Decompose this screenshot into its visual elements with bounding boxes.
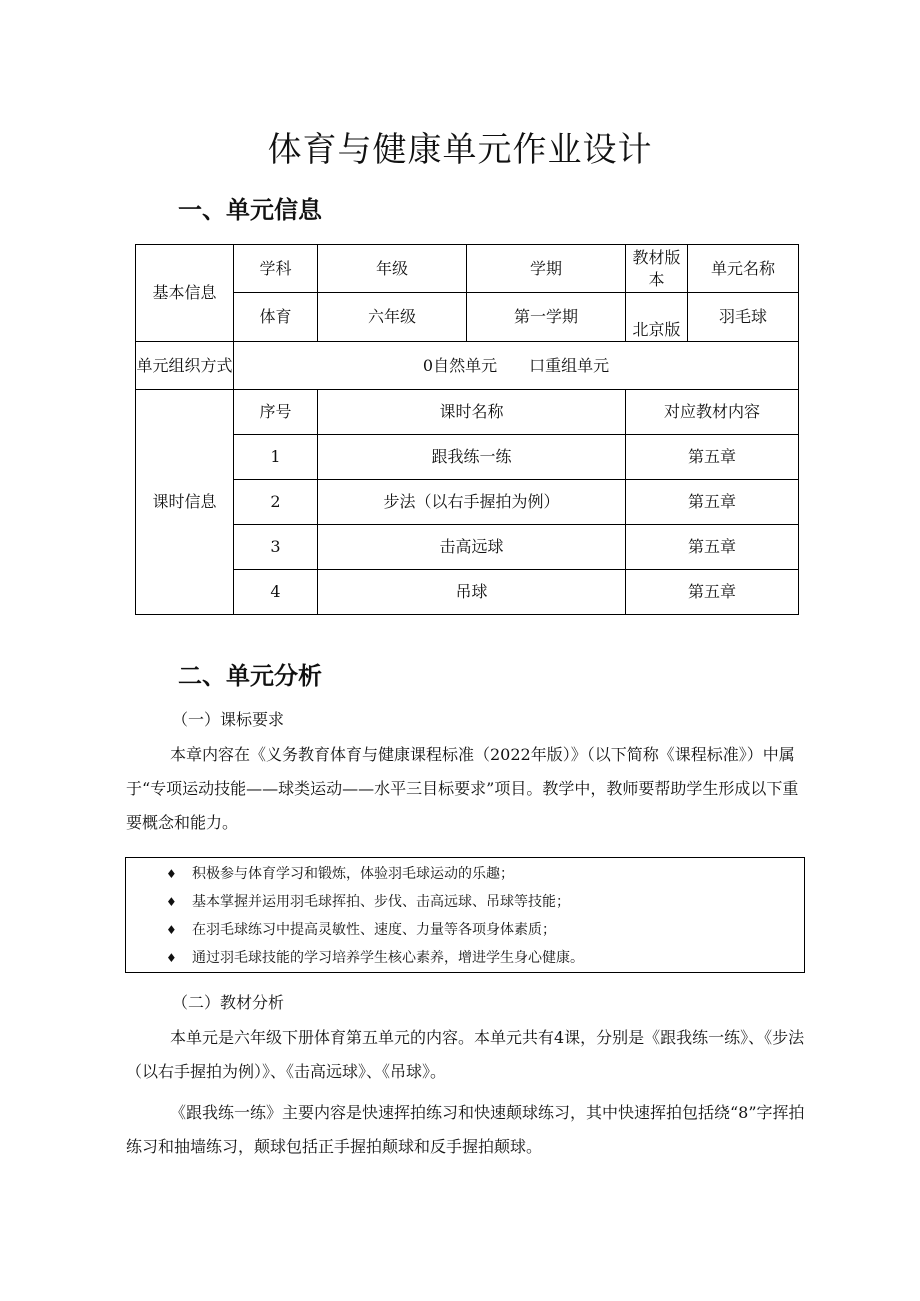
lesson-name: 吊球	[318, 570, 626, 615]
value-grade: 六年级	[318, 293, 467, 342]
paragraph-lesson-one-text: 《跟我练一练》主要内容是快速挥拍练习和快速颠球练习，其中快速挥拍包括绕“8”字挥拍练习和抽墙练习，颠球包括正手握拍颠球和反手握拍颠球。	[126, 1103, 805, 1156]
lesson-number: 2	[234, 480, 318, 525]
value-textbook-edition: 北京版	[626, 293, 688, 342]
key-abilities-box	[125, 857, 805, 973]
header-unit-name: 单元名称	[688, 245, 799, 293]
table-row	[136, 525, 799, 570]
list-item	[126, 860, 804, 888]
header-grade: 年级	[318, 245, 467, 293]
diamond-bullet-icon: ♦	[166, 895, 177, 909]
header-lesson-name: 课时名称	[318, 390, 626, 435]
table-row	[136, 570, 799, 615]
paragraph-curriculum-text: 本章内容在《义务教育体育与健康课程标准（2022年版）》（以下简称《课程标准》）中属于“专项运动技能——球类运动——水平三目标要求”项目。教学中，教师要帮助学生形成以下重要概念和能力。	[126, 745, 799, 832]
lesson-content: 第五章	[626, 525, 799, 570]
diamond-bullet-icon: ♦	[166, 951, 177, 965]
org-method-value: 0自然单元 口重组单元	[234, 342, 799, 390]
table-row	[136, 435, 799, 480]
subheading-textbook-analysis: （二）教材分析	[172, 993, 285, 1012]
basic-info-label: 基本信息	[136, 245, 234, 342]
list-item	[126, 916, 804, 944]
list-item-text: 通过羽毛球技能的学习培养学生核心素养，增进学生身心健康。	[192, 950, 584, 966]
list-item-text: 在羽毛球练习中提高灵敏性、速度、力量等各项身体素质；	[192, 922, 556, 938]
list-item	[126, 944, 804, 972]
lesson-name: 跟我练一练	[318, 435, 626, 480]
lesson-name: 步法（以右手握拍为例）	[318, 480, 626, 525]
section-heading-unit-info: 一、单元信息	[178, 196, 322, 224]
value-subject: 体育	[234, 293, 318, 342]
document-title: 体育与健康单元作业设计	[267, 130, 653, 170]
lesson-number: 1	[234, 435, 318, 480]
header-subject: 学科	[234, 245, 318, 293]
lesson-number: 3	[234, 525, 318, 570]
lesson-content: 第五章	[626, 435, 799, 480]
paragraph-curriculum	[126, 738, 806, 840]
paragraph-textbook-analysis-text: 本单元是六年级下册体育第五单元的内容。本单元共有4课，分别是《跟我练一练》、《步法（以右手握拍为例）》、《击高远球》、《吊球》。	[126, 1028, 805, 1081]
paragraph-textbook-analysis	[126, 1021, 806, 1089]
lesson-content: 第五章	[626, 570, 799, 615]
lesson-info-label: 课时信息	[136, 390, 234, 615]
lesson-content: 第五章	[626, 480, 799, 525]
org-method-label: 单元组织方式	[136, 342, 234, 390]
header-semester: 学期	[467, 245, 626, 293]
header-lesson-number: 序号	[234, 390, 318, 435]
table-row	[136, 480, 799, 525]
list-item-text: 基本掌握并运用羽毛球挥拍、步伐、击高远球、吊球等技能；	[192, 894, 570, 910]
paragraph-lesson-one	[126, 1096, 806, 1164]
value-unit-name: 羽毛球	[688, 293, 799, 342]
lesson-name: 击高远球	[318, 525, 626, 570]
diamond-bullet-icon: ♦	[166, 867, 177, 881]
value-semester: 第一学期	[467, 293, 626, 342]
diamond-bullet-icon: ♦	[166, 923, 177, 937]
header-textbook-edition: 教材版本	[626, 245, 688, 293]
list-item	[126, 888, 804, 916]
unit-info-table	[135, 244, 799, 615]
lesson-number: 4	[234, 570, 318, 615]
header-textbook-content: 对应教材内容	[626, 390, 799, 435]
subheading-curriculum-requirements: （一）课标要求	[172, 710, 285, 729]
list-item-text: 积极参与体育学习和锻炼，体验羽毛球运动的乐趣；	[192, 866, 514, 882]
section-heading-unit-analysis: 二、单元分析	[178, 662, 322, 690]
